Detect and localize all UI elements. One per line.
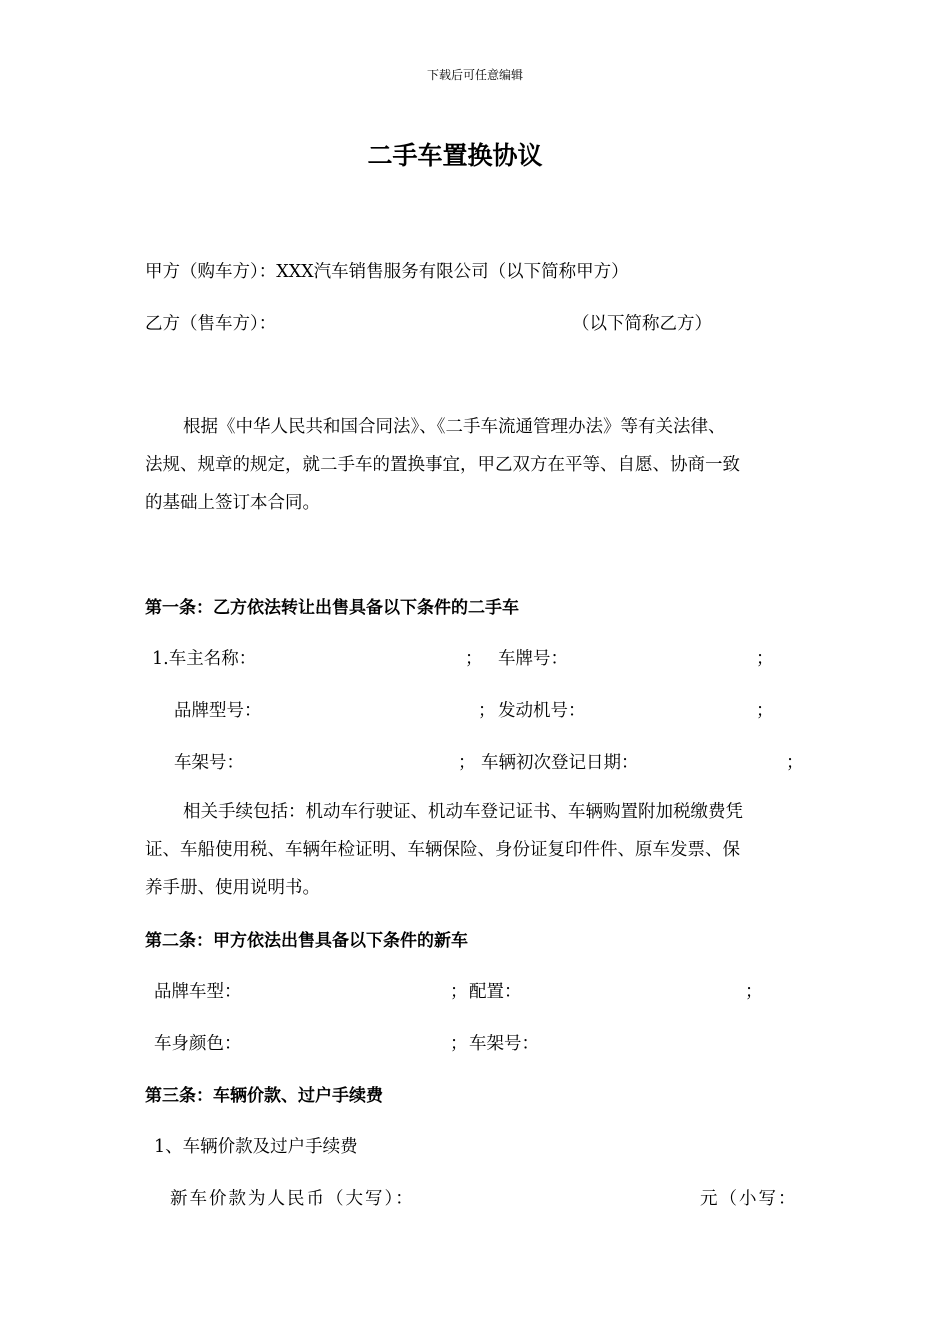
separator: ； [465, 649, 483, 669]
article1-heading: 第一条：乙方依法转让出售具备以下条件的二手车 [145, 598, 519, 618]
body-color-label: 车身颜色： [154, 1034, 242, 1054]
new-car-vin-label: 车架号： [469, 1034, 539, 1054]
separator: ； [458, 753, 476, 773]
separator: ； [756, 701, 774, 721]
separator: ； [786, 753, 804, 773]
vin-label: 车架号： [174, 753, 244, 773]
separator: ； [450, 1034, 468, 1054]
brand-model-label: 品牌型号： [174, 701, 262, 721]
article2-heading: 第二条：甲方依法出售具备以下条件的新车 [145, 931, 468, 951]
party-b-label: 乙方（售车方）： [145, 314, 277, 334]
document-title: 二手车置换协议 [367, 141, 543, 170]
header-note: 下载后可任意编辑 [426, 68, 523, 82]
separator: ； [478, 701, 496, 721]
configuration-label: 配置： [469, 982, 522, 1002]
documents-line-2: 证、车船使用税、车辆年检证明、车辆保险、身份证复印件件、原车发票、保 [145, 840, 740, 860]
brand-type-label: 品牌车型： [154, 982, 242, 1002]
new-car-price-suffix: 元（小写： [700, 1189, 798, 1209]
separator: ； [756, 649, 774, 669]
article3-item-1: 1、车辆价款及过户手续费 [154, 1137, 358, 1157]
party-b-suffix: （以下简称乙方） [572, 314, 712, 334]
engine-number-label: 发动机号： [498, 701, 586, 721]
owner-name-label: 1.车主名称： [152, 649, 257, 669]
article3-heading: 第三条：车辆价款、过户手续费 [145, 1086, 383, 1106]
preamble-line-3: 的基础上签订本合同。 [145, 493, 320, 513]
plate-number-label: 车牌号： [498, 649, 568, 669]
preamble-line-1: 根据《中华人民共和国合同法》、《二手车流通管理办法》等有关法律、 [183, 417, 726, 437]
separator: ； [745, 982, 763, 1002]
first-registration-date-label: 车辆初次登记日期： [481, 753, 639, 773]
documents-line-1: 相关手续包括：机动车行驶证、机动车登记证书、车辆购置附加税缴费凭 [183, 802, 743, 822]
separator: ； [450, 982, 468, 1002]
preamble-line-2: 法规、规章的规定，就二手车的置换事宜，甲乙双方在平等、自愿、协商一致 [145, 455, 740, 475]
documents-line-3: 养手册、使用说明书。 [145, 878, 320, 898]
new-car-price-label: 新车价款为人民币（大写）： [170, 1189, 415, 1209]
party-a: 甲方（购车方）：XXX汽车销售服务有限公司（以下简称甲方） [145, 262, 629, 282]
